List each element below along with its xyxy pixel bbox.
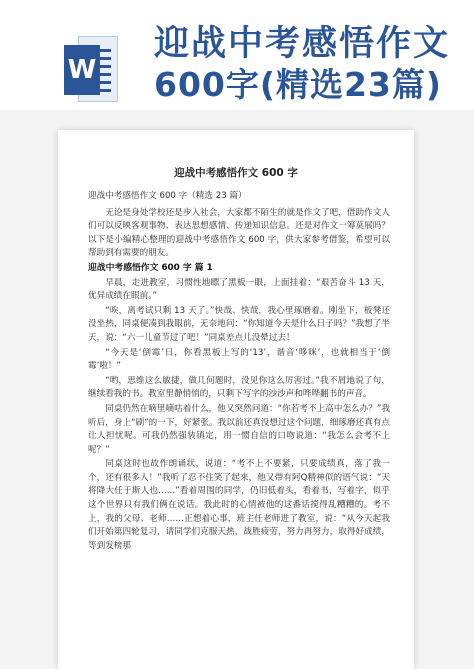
header-title: 迎战中考感悟作文 [154, 24, 451, 64]
body-paragraph: “今天是‘倒霉’日，你看黑板上写的‘13’，谐音‘哆咪’，也就相当于‘倒霉’啦！” [88, 347, 390, 372]
header-subtitle: 600字(精选23篇) [154, 65, 442, 104]
document-subtitle: 迎战中考感悟作文 600 字（精选 23 篇） [88, 191, 247, 201]
body-paragraph: “唉，离考试只剩 13 天了。”快哉、快哉，我心里琢磨着。刚坐下，板凳还没坐热，同桌便凑到我眼前，无奈地问：“你知道今天是什么日子吗？”我想了半天，说：“六一儿童节过了吧！”同桌差点儿没晕过去！ [88, 305, 390, 343]
body-paragraph: “哟，思维这么敏捷，做几何题时，没见你这么厉害过。”我不屑地说了句，继续看我的书。教室里静悄悄的，只剩下写字的沙沙声和哗哗翻书的声音。 [88, 375, 390, 400]
body-paragraph: 同桌仍然在嘀里嘀咕着什么，他又突然问道：“你若考不上高中怎么办？”我听后，身上“刷”的一下，好紧张。我以前还真没想过这个问题，细琢磨还真有点让人担忧呢。可我仍然强装镇定，用一惯自信的口吻说道：“我怎么会考不上呢？” [88, 403, 390, 455]
word-document-icon [64, 36, 118, 102]
section-heading: 迎战中考感悟作文 600 字 篇 1 [88, 262, 213, 273]
header-banner [0, 0, 474, 115]
intro-paragraph: 无论是身处学校还是步入社会，大家都不陌生的就是作文了吧，借助作文人们可以反映客观事物、表达思想感情、传递知识信息。还是对作文一筹莫展吗？以下是小编精心整理的迎战中考感悟作文 600 字，供大家参考借鉴，希望可以帮助到有需要的朋友。 [88, 207, 390, 259]
document-page [58, 130, 414, 669]
body-paragraph: 同桌这时也故作朗诵状，说道：“考不上不要紧，只要成绩真，落了我一个，还有很多人！”我听了忍不住笑了起来，他又带有阿Q精神似的语气说：“天将降大任于斯人也……”看着周围的同学，仍旧低着头，看着书，写着字，似乎这个世界只有我们俩在说话。我此时的心情被他的这番话搅得乱糟糟的。考不上，我的父母、老师……正想着心事，班主任老师进了教室，说：“从今天起我们开始第四轮复习，请同学们克服天热，战胜疲劳，努力再努力，取得好成绩，等到发榜那 [88, 459, 390, 551]
word-logo-letter: W [67, 55, 97, 85]
word-logo-tile [64, 45, 100, 95]
document-title: 迎战中考感悟作文 600 字 [174, 167, 298, 179]
document-body [88, 190, 390, 554]
body-paragraph: 早晨，走进教室，习惯性地瞟了黑板一眼，上面挂着：“艰苦奋斗 13 天，优异成绩在眼前。” [88, 277, 390, 302]
